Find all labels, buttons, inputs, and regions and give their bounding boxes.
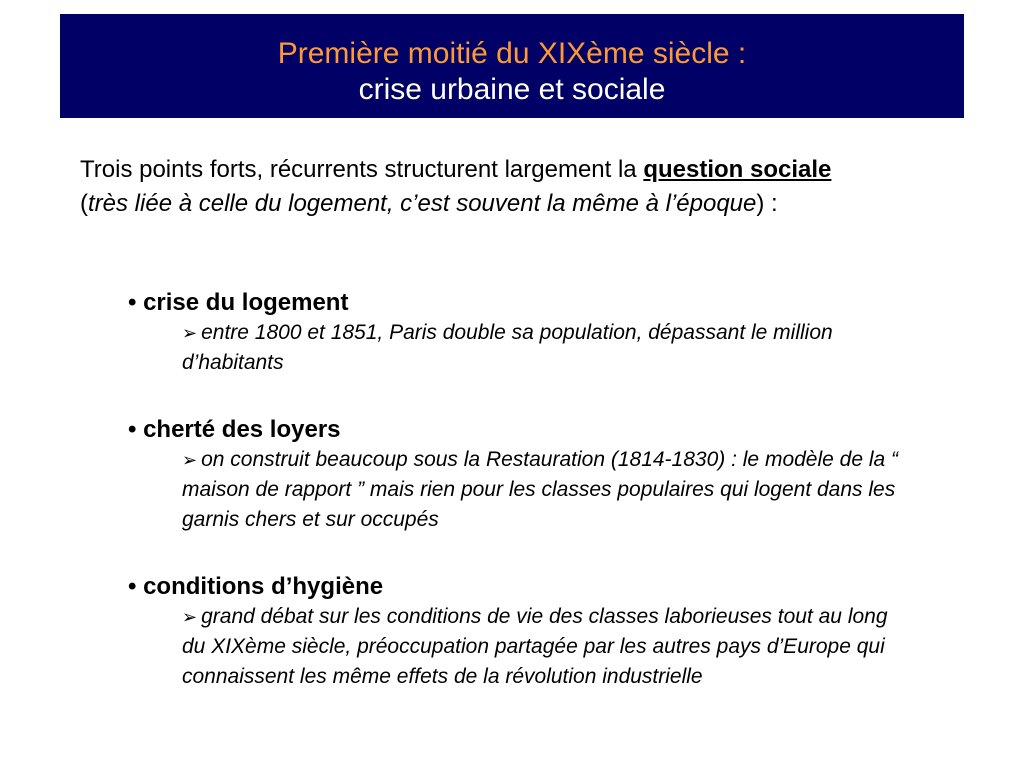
bullet-icon: • xyxy=(128,289,137,316)
point-heading xyxy=(128,415,918,445)
point-detail-text: on construit beaucoup sous la Restauration (1814-1830) : le modèle de la “ maison de rapport ” mais rien pour les classes populaires qui logent dans les garnis chers et sur occupés xyxy=(182,448,899,531)
intro-keyword: question sociale xyxy=(643,156,832,183)
intro-open-paren: ( xyxy=(80,190,88,217)
point-detail-text: entre 1800 et 1851, Paris double sa population, dépassant le million d’habitants xyxy=(182,321,833,374)
arrow-bullet-icon: ➢ xyxy=(182,323,198,343)
intro-aside: très liée à celle du logement, c’est souvent la même à l’époque xyxy=(88,190,757,217)
point-heading-text: crise du logement xyxy=(143,289,349,316)
arrow-bullet-icon: ➢ xyxy=(182,450,198,470)
point-crise-logement xyxy=(128,288,918,378)
point-heading xyxy=(128,572,918,602)
point-heading-text: cherté des loyers xyxy=(143,416,341,443)
bullet-icon: • xyxy=(128,416,137,443)
point-cherte-loyers xyxy=(128,415,918,535)
bullet-icon: • xyxy=(128,573,137,600)
intro-paragraph xyxy=(80,153,880,221)
point-detail xyxy=(182,318,912,378)
point-heading-text: conditions d’hygiène xyxy=(143,573,384,600)
point-detail xyxy=(182,445,912,535)
point-detail-text: grand débat sur les conditions de vie des classes laborieuses tout au long du XIXème siècle, préoccupation partagée par les autres pays d’Europe qui connaissent les même effets de la révolution industrielle xyxy=(182,605,888,688)
slide-subtitle: crise urbaine et sociale xyxy=(358,73,666,106)
point-detail xyxy=(182,602,912,692)
intro-text: Trois points forts, récurrents structurent largement la xyxy=(80,156,644,183)
point-heading xyxy=(128,288,918,318)
slide-title: Première moitié du XIXème siècle : xyxy=(277,37,747,70)
intro-close: ) : xyxy=(756,190,778,217)
arrow-bullet-icon: ➢ xyxy=(182,607,198,627)
point-conditions-hygiene xyxy=(128,572,918,692)
title-banner xyxy=(60,14,964,118)
